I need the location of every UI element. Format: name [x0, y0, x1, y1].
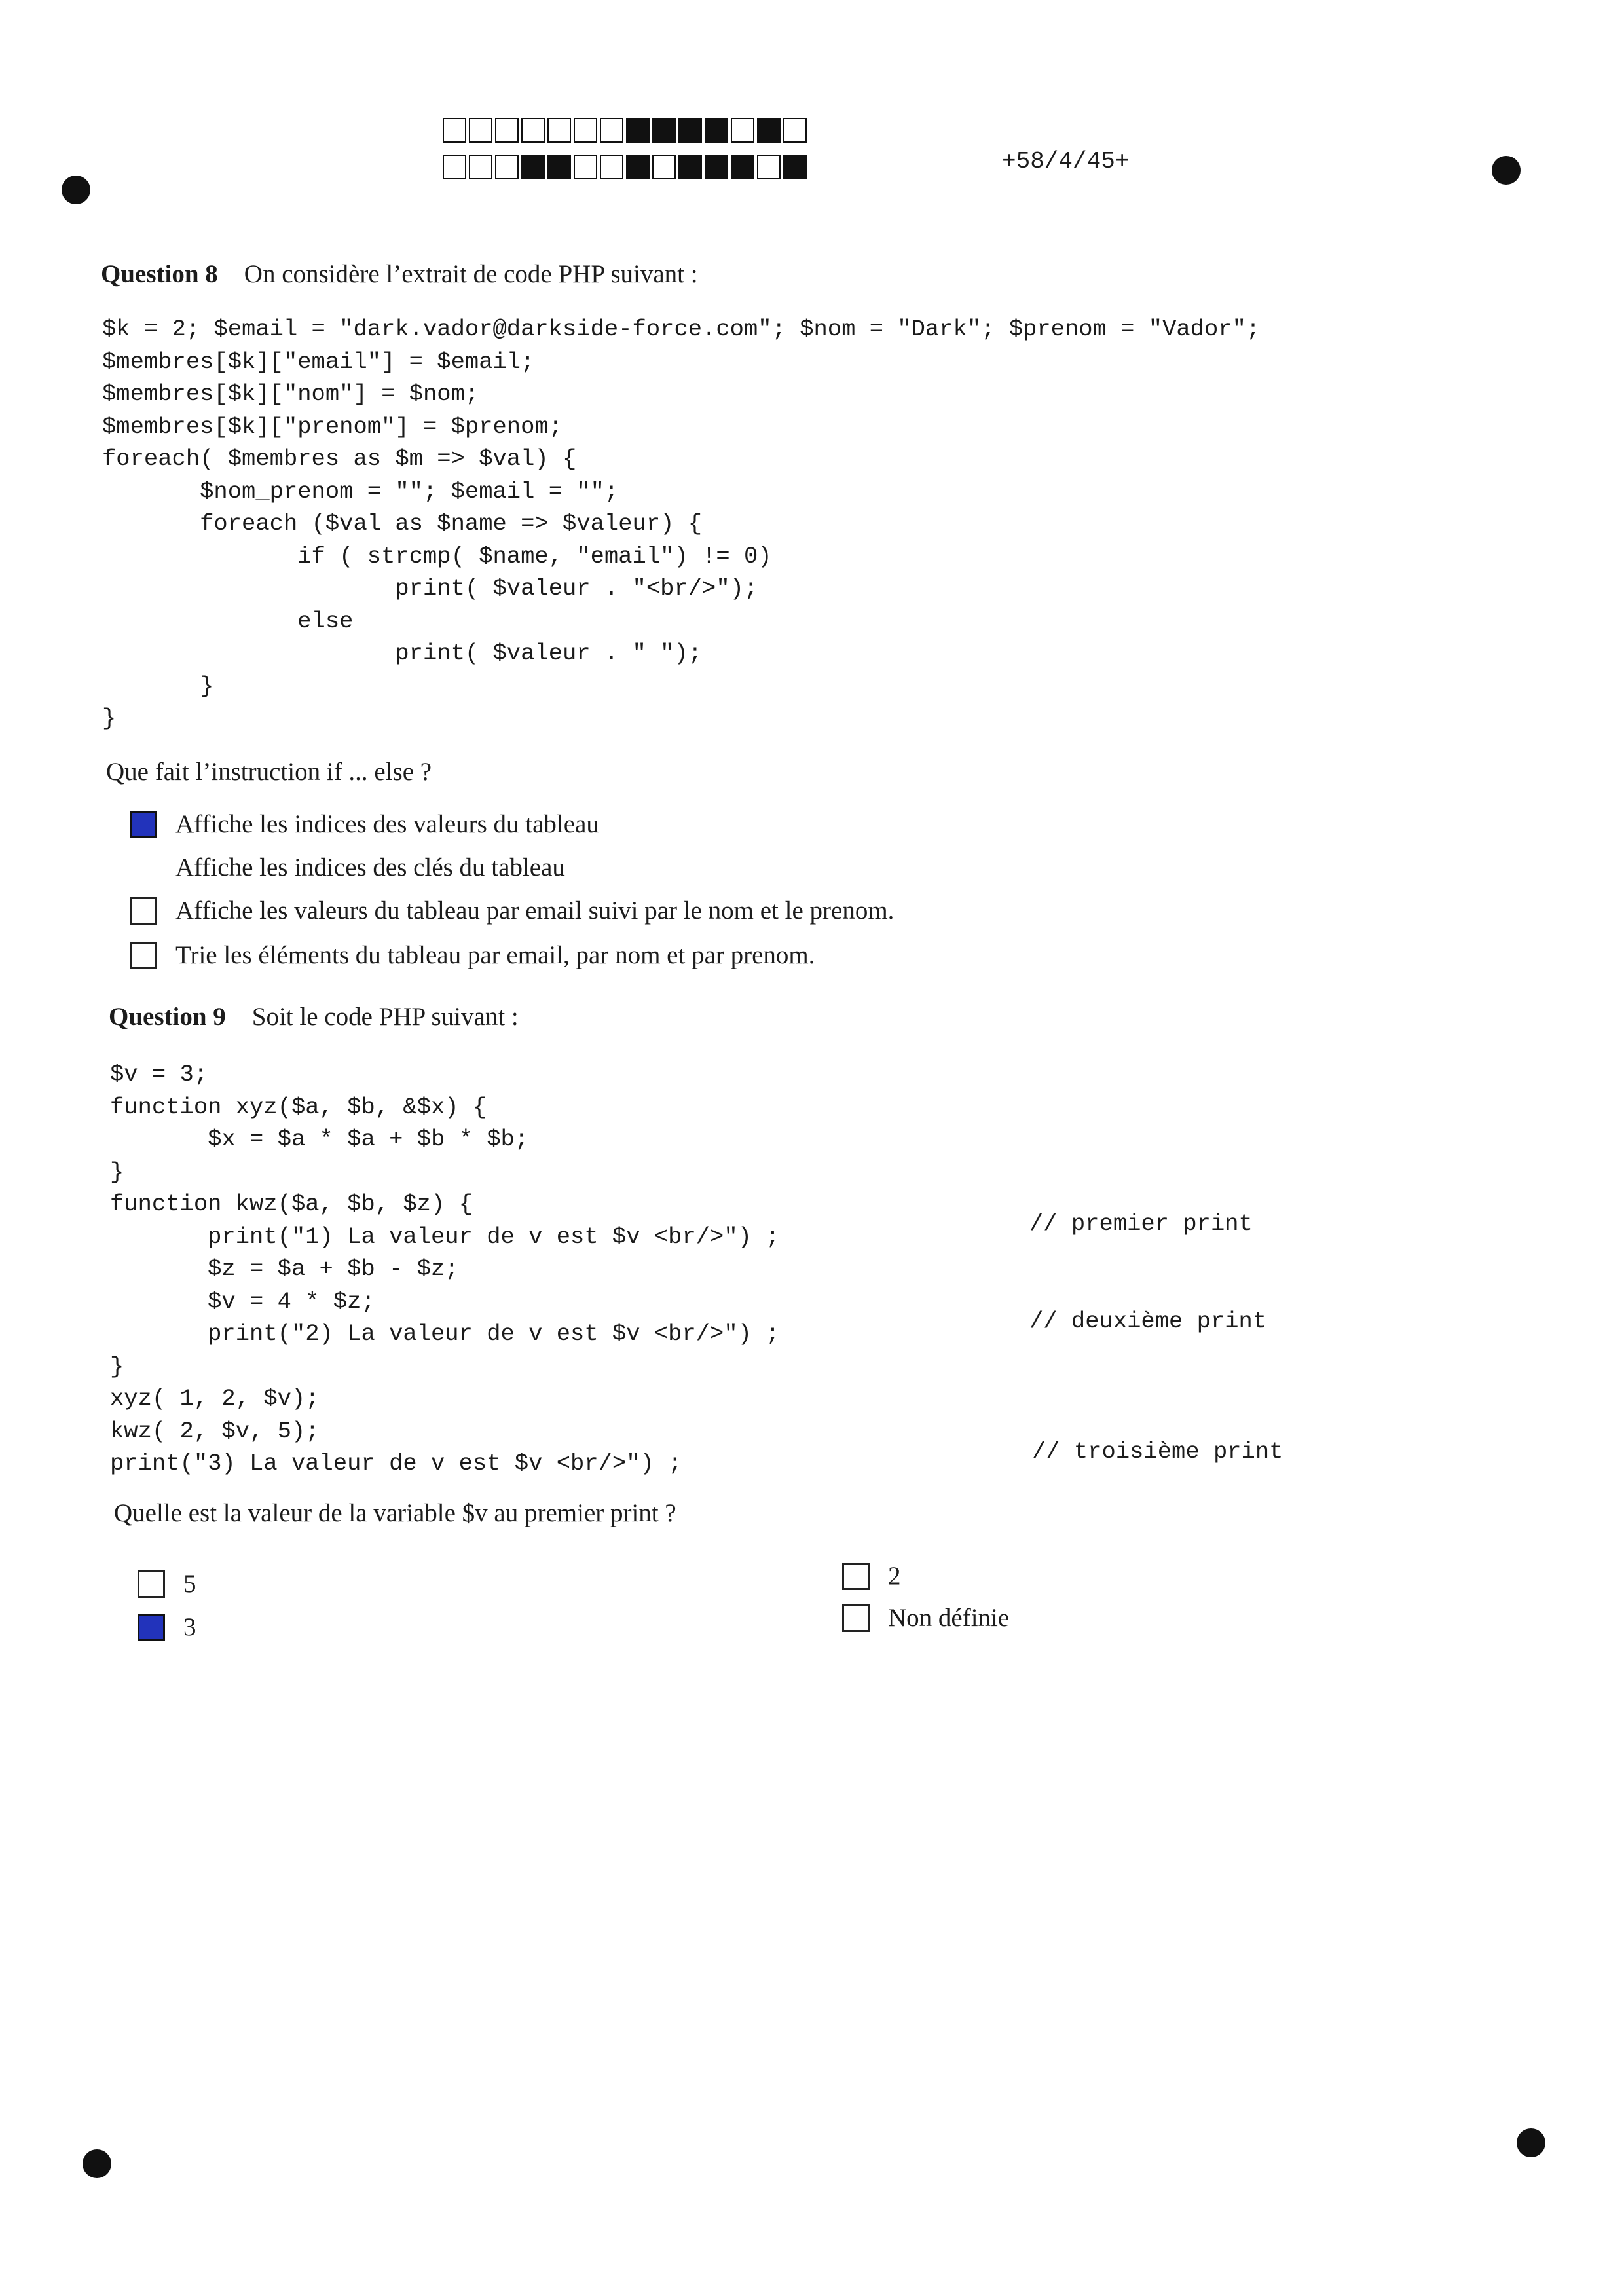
code-comment-second-print: // deuxième print	[1029, 1308, 1267, 1335]
id-grid-cell	[521, 118, 545, 143]
registration-mark-bottom-right	[1517, 2128, 1545, 2157]
id-grid-cell	[757, 118, 781, 143]
code-comment-first-print: // premier print	[1029, 1210, 1253, 1237]
id-grid-cell	[652, 155, 676, 179]
q8-choice-2-label: Affiche les indices des clés du tableau	[175, 853, 565, 881]
id-grid-cell	[469, 118, 492, 143]
q9-choice-non-definie-label: Non définie	[888, 1604, 1010, 1632]
question-8-intro: On considère l’extrait de code PHP suivant :	[244, 260, 698, 288]
id-grid-cell	[783, 118, 807, 143]
q9-choice-2-checkbox[interactable]	[842, 1563, 870, 1590]
q8-choice-1-checkbox[interactable]	[130, 811, 157, 838]
id-grid-cell	[574, 118, 597, 143]
registration-mark-top-left	[62, 176, 90, 204]
id-grid-cell	[731, 118, 754, 143]
q8-choice-3-checkbox[interactable]	[130, 897, 157, 925]
code-comment-third-print: // troisième print	[1032, 1438, 1283, 1465]
q8-choice-2[interactable]	[130, 853, 565, 882]
id-grid-cell	[783, 155, 807, 179]
question-9-label: Question 9	[109, 1003, 226, 1031]
q9-choice-5-label: 5	[183, 1570, 196, 1598]
q9-choice-3-label: 3	[183, 1613, 196, 1641]
question-8-header	[101, 259, 698, 289]
q9-choice-non-definie-checkbox[interactable]	[842, 1604, 870, 1632]
id-grid-cell	[705, 118, 728, 143]
id-grid-cell	[547, 118, 571, 143]
q8-choice-1-label: Affiche les indices des valeurs du tableau	[175, 810, 599, 838]
q9-choice-5-checkbox[interactable]	[138, 1570, 165, 1598]
q9-choice-3-checkbox[interactable]	[138, 1614, 165, 1641]
q9-choice-non-definie[interactable]	[842, 1603, 1009, 1633]
id-grid-cell	[574, 155, 597, 179]
registration-mark-bottom-left	[83, 2149, 111, 2178]
id-grid-cell	[626, 118, 650, 143]
q8-choice-1[interactable]	[130, 809, 599, 839]
q8-choice-3-label: Affiche les valeurs du tableau par email suivi par le nom et le prenom.	[175, 897, 895, 925]
q8-choice-2-checkbox-missing	[130, 854, 157, 881]
q9-choice-5[interactable]	[138, 1569, 196, 1599]
id-grid-cell	[443, 118, 466, 143]
q9-choice-2[interactable]	[842, 1561, 901, 1591]
question-8-label: Question 8	[101, 260, 218, 288]
id-grid-cell	[495, 118, 519, 143]
sheet-id-grid	[443, 118, 809, 191]
id-grid-cell	[443, 155, 466, 179]
question-9-header	[109, 1002, 519, 1031]
id-grid-cell	[678, 155, 702, 179]
id-grid-row-1	[443, 118, 809, 145]
id-grid-cell	[469, 155, 492, 179]
id-grid-cell	[600, 155, 623, 179]
id-grid-cell	[731, 155, 754, 179]
id-grid-cell	[626, 155, 650, 179]
id-grid-cell	[600, 118, 623, 143]
page-code: +58/4/45+	[1002, 148, 1130, 175]
id-grid-cell	[495, 155, 519, 179]
q9-choice-3[interactable]	[138, 1612, 196, 1642]
question-9-prompt: Quelle est la valeur de la variable $v au premier print ?	[114, 1499, 676, 1527]
registration-mark-top-right	[1492, 156, 1521, 185]
q9-choice-2-label: 2	[888, 1562, 901, 1590]
id-grid-cell	[705, 155, 728, 179]
question-8-prompt: Que fait l’instruction if ... else ?	[106, 758, 432, 786]
q8-choice-4-checkbox[interactable]	[130, 942, 157, 969]
id-grid-cell	[652, 118, 676, 143]
q8-choice-3[interactable]	[130, 896, 894, 925]
id-grid-row-2	[443, 155, 809, 182]
question-9-code: $v = 3; function xyz($a, $b, &$x) { $x = $a * $a + $b * $b; } function kwz($a, $b, $z) { print("1) La valeur de v est $v <br/>") ; $z = $a + $b - $z; $v = 4 * $z; print("2) La valeur de v est $v <br/>") ; } xyz( 1, 2, $v); kwz( 2, $v, 5); print("3) La valeur de v est $v <br/>") ;	[110, 1061, 780, 1477]
id-grid-cell	[547, 155, 571, 179]
question-9-intro: Soit le code PHP suivant :	[251, 1003, 519, 1031]
q8-choice-4[interactable]	[130, 940, 815, 970]
question-8-code: $k = 2; $email = "dark.vador@darkside-force.com"; $nom = "Dark"; $prenom = "Vador"; $membres[$k]["email"] = $email; $membres[$k]["nom"] = $nom; $membres[$k]["prenom"] = $prenom; foreach( $membres as $m => $val) { $nom_prenom = ""; $email = ""; foreach ($val as $name => $valeur) { if ( strcmp( $name, "email") != 0) print( $valeur . "<br/>"); else print( $valeur . " "); } }	[102, 316, 1261, 731]
id-grid-cell	[757, 155, 781, 179]
id-grid-cell	[678, 118, 702, 143]
id-grid-cell	[521, 155, 545, 179]
q8-choice-4-label: Trie les éléments du tableau par email, par nom et par prenom.	[175, 941, 815, 969]
